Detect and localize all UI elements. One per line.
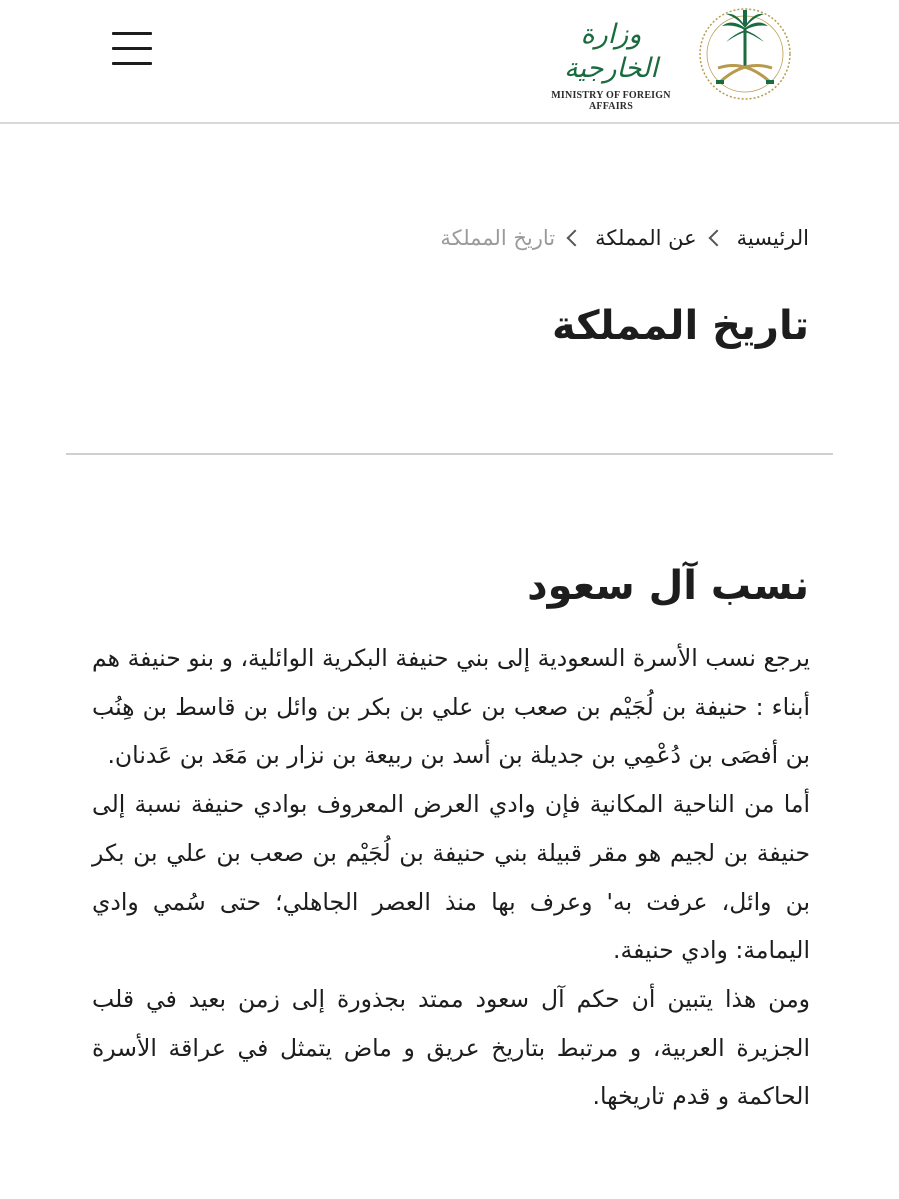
article-paragraph: ومن هذا يتبين أن حكم آل سعود ممتد بجذورة إلى زمن بعيد في قلب الجزيرة العربية، و مرتبط بتاريخ عريق و ماض يتمثل في عراقة الأسرة الحاكمة و قدم تاريخها. [92,984,810,1111]
chevron-left-icon [567,230,584,247]
article-paragraph: أما من الناحية المكانية فإن وادي العرض المعروف بوادي حنيفة نسبة إلى حنيفة بن لجيم هو مقر قبيلة بني حنيفة بن لُجَيْم بن صعب بن علي بن بكر بن وائل، عرفت به' وعرف ب‍ها منذ العصر الجاهلي؛ حتى سُمي وادي اليمامة: وادي حنيفة. [92,790,810,965]
page-title: تاريخ المملكة [551,303,809,349]
breadcrumb-home[interactable]: الرئيسية [736,226,809,250]
hamburger-menu-icon[interactable] [112,30,152,68]
section-title: نسب آل سعود [527,563,809,609]
logo-english-name: MINISTRY OF FOREIGN AFFAIRS [551,90,671,112]
site-header [0,0,899,124]
palm-swords-emblem-icon [696,4,794,102]
breadcrumb [440,226,809,250]
breadcrumb-current: تاريخ المملكة [440,226,556,250]
chevron-left-icon [708,230,725,247]
article-body [92,634,810,1121]
breadcrumb-about[interactable]: عن المملكة [595,226,697,250]
divider [66,453,833,455]
ministry-logo[interactable] [530,4,800,112]
logo-arabic-name: وزارة الخارجية [564,19,658,84]
article-paragraph: يرجع نسب الأسرة السعودية إلى بني حنيفة البكرية الوائلية، و بنو حنيفة هم أبناء : حنيفة بن لُجَيْم بن صعب بن علي بن بكر بن وائل بن قاسط بن هِنُب بن أفصَى بن دُعْمِي بن جديلة بن أسد بن ربيعة بن نزار بن مَعَد بن عَدنان. [92,644,810,770]
logo-text [530,18,692,112]
